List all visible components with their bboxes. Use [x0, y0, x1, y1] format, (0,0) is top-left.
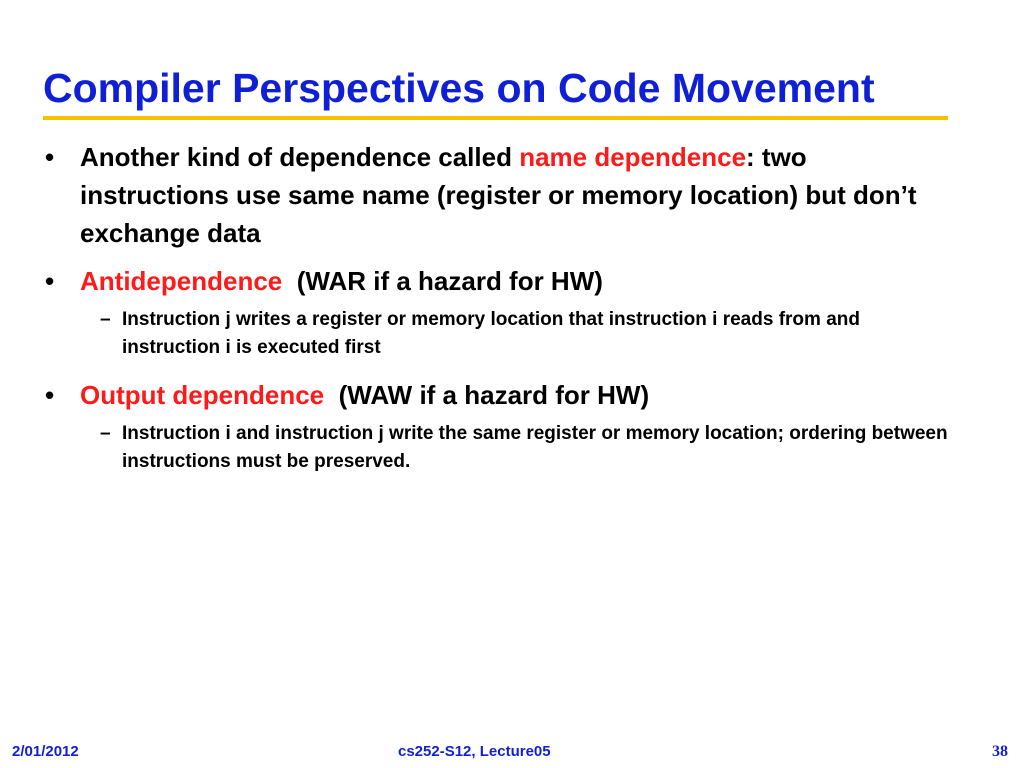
- bullet-antidependence: [0, 262, 960, 300]
- bullet-highlight-term: Antidependence: [80, 266, 283, 296]
- sub-bullet-antidependence: [0, 306, 952, 362]
- sub-bullet-output-dependence: [0, 420, 952, 476]
- sub-bullet-text: Instruction i and instruction j write the same register or memory location; ordering between instructions must be preserved.: [122, 423, 948, 472]
- sub-bullet-marker: –: [100, 309, 111, 330]
- footer-date: 2/01/2012: [12, 743, 79, 760]
- footer-course-label: cs252-S12, Lecture05: [398, 743, 551, 760]
- title-underline: [43, 116, 948, 120]
- sub-bullet-marker: –: [100, 423, 111, 444]
- bullet-output-dependence: [0, 376, 960, 414]
- bullet-highlight-term: name dependence: [519, 142, 747, 172]
- bullet-highlight-term: Output dependence: [80, 380, 325, 410]
- bullet-trail-text: (WAW if a hazard for HW): [324, 380, 650, 410]
- bullet-lead-text: Another kind of dependence called: [80, 142, 520, 172]
- slide-body: [0, 138, 1024, 476]
- bullet-marker: •: [45, 380, 55, 410]
- bullet-marker: •: [45, 142, 55, 172]
- sub-bullet-text: Instruction j writes a register or memory location that instruction i reads from and instruction i is executed first: [122, 309, 860, 358]
- bullet-name-dependence: [0, 138, 960, 252]
- bullet-trail-text: : two instructions use same name (register or memory location) but don’t exchange data: [80, 142, 917, 248]
- bullet-marker: •: [45, 266, 55, 296]
- footer-page-number: 38: [992, 743, 1008, 760]
- slide-title: Compiler Perspectives on Code Movement: [43, 65, 875, 111]
- bullet-trail-text: (WAR if a hazard for HW): [282, 266, 603, 296]
